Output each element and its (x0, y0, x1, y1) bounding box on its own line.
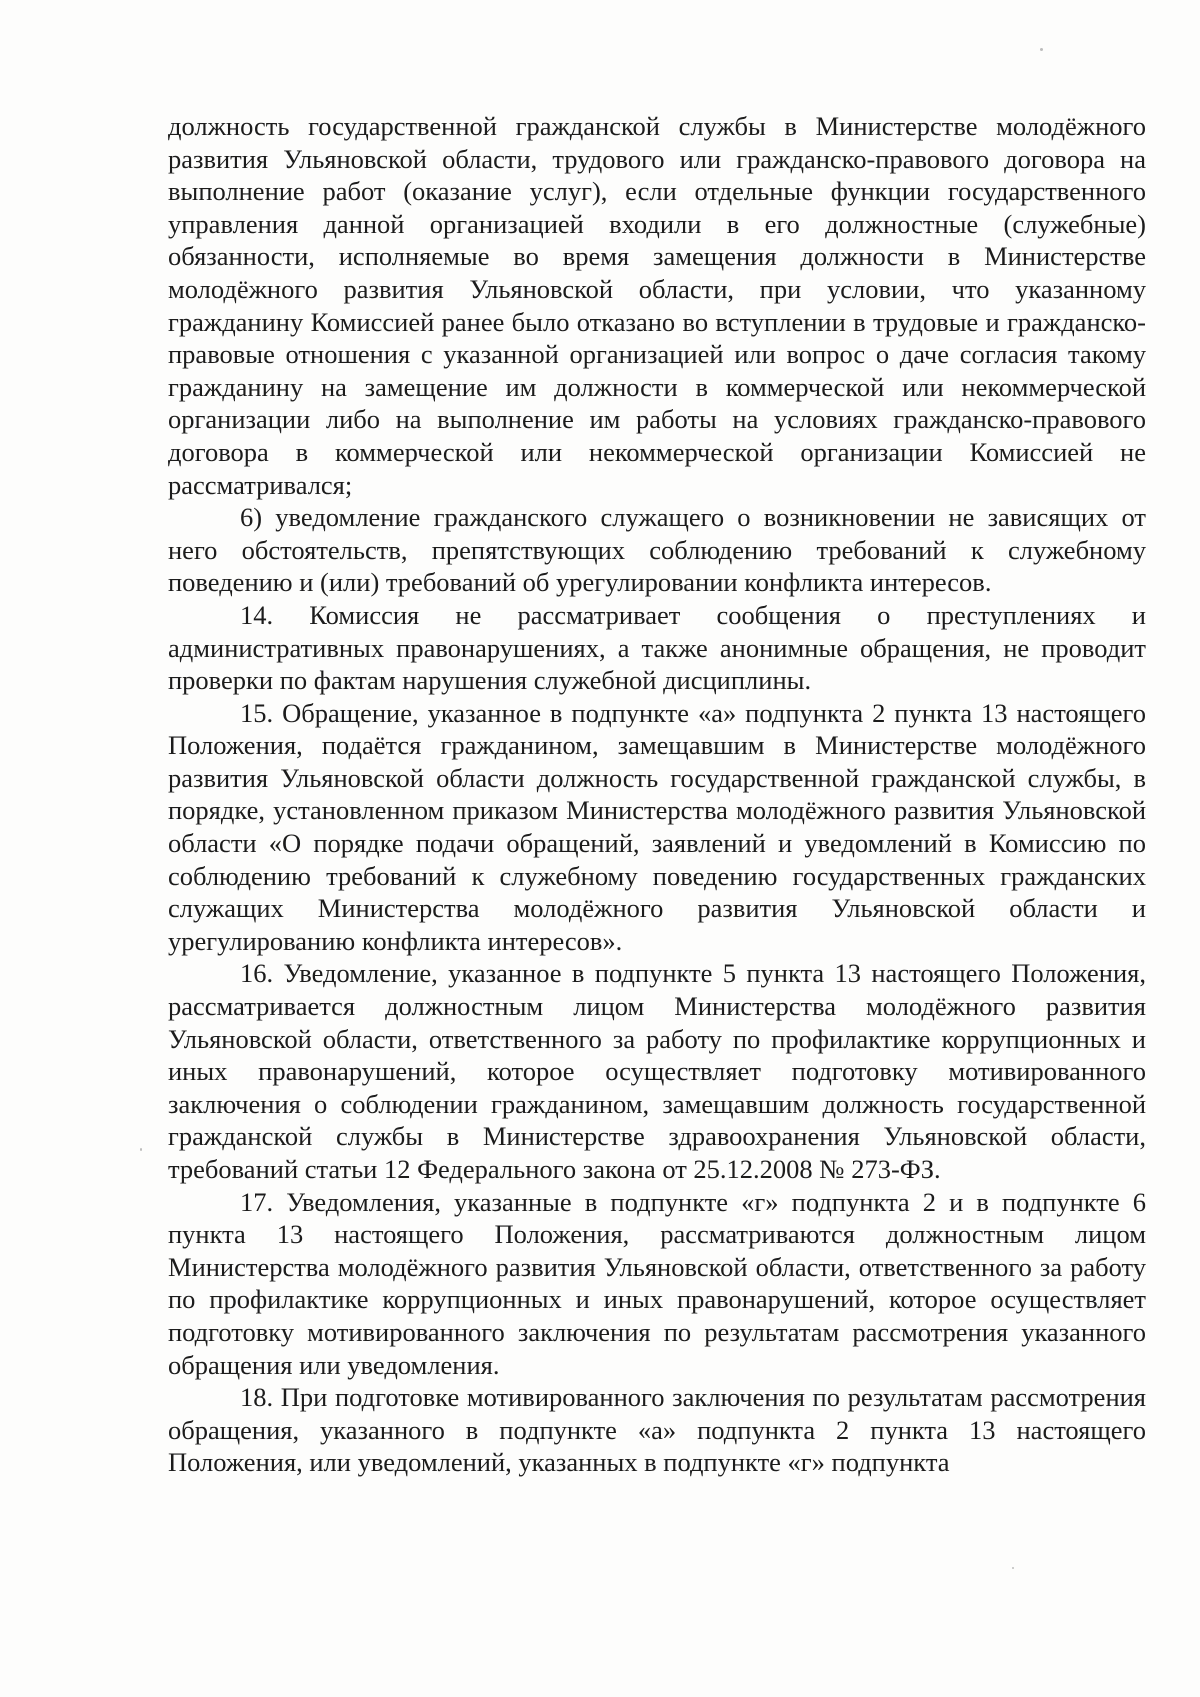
paragraph-point-16: 16. Уведомление, указанное в подпункте 5 пункта 13 настоящего Положения, рассматривается должностным лицом Министерства молодёжного развития Ульяновской области, ответственного за работу по профилактике коррупционных и иных правонарушений, которое осуществляет подготовку мотивированного заключения о соблюдении гражданином, замещавшим должность государственной гражданской службы в Министерстве здравоохранения Ульяновской области, требований статьи 12 Федерального закона от 25.12.2008 № 273-ФЗ. (168, 958, 1146, 1184)
document-body (168, 110, 1146, 1479)
paragraph-point-15: 15. Обращение, указанное в подпункте «а» подпункта 2 пункта 13 настоящего Положения, подаётся гражданином, замещавшим в Министерстве молодёжного развития Ульяновской области должность государственной гражданской службы, в порядке, установленном приказом Министерства молодёжного развития Ульяновской области «О порядке подачи обращений, заявлений и уведомлений в Комиссию по соблюдению требований к служебному поведению государственных гражданских служащих Министерства молодёжного развития Ульяновской области и урегулированию конфликта интересов». (168, 697, 1146, 956)
paragraph-continuation: должность государственной гражданской службы в Министерстве молодёжного развития Ульяновской области, трудового или гражданско-правового договора на выполнение работ (оказание услуг), если отдельные функции государственного управления данной организацией входили в его должностные (служебные) обязанности, исполняемые во время замещения должности в Министерстве молодёжного развития Ульяновской области, при условии, что указанному гражданину Комиссией ранее было отказано во вступлении в трудовые и гражданско-правовые отношения с указанной организацией или вопрос о даче согласия такому гражданину на замещение им должности в коммерческой или некоммерческой организации либо на выполнение им работы на условиях гражданско-правового договора в коммерческой или некоммерческой организации Комиссией не рассматривался; (168, 111, 1146, 500)
scan-speck (1040, 48, 1043, 51)
paragraph-point-14: 14. Комиссия не рассматривает сообщения о преступлениях и административных правонарушениях, а также анонимные обращения, не проводит проверки по фактам нарушения служебной дисциплины. (168, 599, 1146, 696)
paragraph-point-17: 17. Уведомления, указанные в подпункте «г» подпункта 2 и в подпункте 6 пункта 13 настоящего Положения, рассматриваются должностным лицом Министерства молодёжного развития Ульяновской области, ответственного за работу по профилактике коррупционных и иных правонарушений, которое осуществляет подготовку мотивированного заключения по результатам рассмотрения указанного обращения или уведомления. (168, 1186, 1146, 1380)
scan-speck (1012, 1567, 1014, 1569)
paragraph-point-18: 18. При подготовке мотивированного заключения по результатам рассмотрения обращения, указанного в подпункте «а» подпункта 2 пункта 13 настоящего Положения, или уведомлений, указанных в подпункте «г» подпункта (168, 1382, 1146, 1478)
scan-speck (140, 1148, 142, 1151)
paragraph-item-6: 6) уведомление гражданского служащего о возникновении не зависящих от него обстоятельств, препятствующих соблюдению требований к служебному поведению и (или) требований об урегулировании конфликта интересов. (168, 502, 1146, 598)
